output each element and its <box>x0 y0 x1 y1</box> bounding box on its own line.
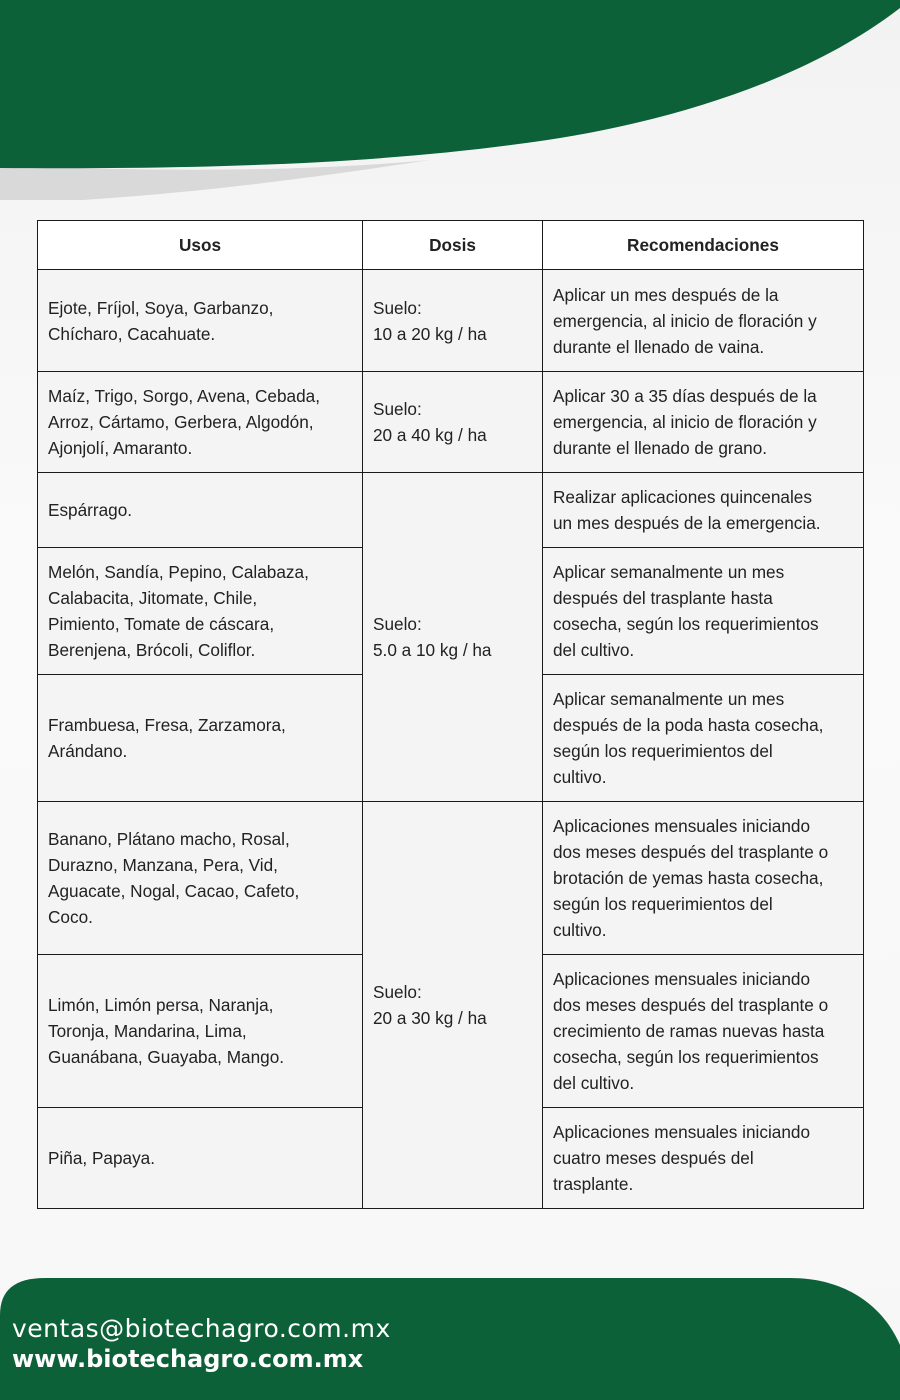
cell-line: durante el llenado de vaina. <box>553 336 765 357</box>
cell-line: Aplicar semanalmente un mes <box>553 562 785 582</box>
cell-line: Espárrago. <box>48 500 133 520</box>
cell-line: Durazno, Manzana, Pera, Vid, <box>48 855 278 875</box>
usos-cell <box>38 372 363 473</box>
recomendacion-cell <box>543 548 864 675</box>
usos-cell <box>38 270 363 372</box>
cell-line: dos meses después del trasplante o <box>553 842 829 862</box>
cell-line: del cultivo. <box>553 1073 635 1093</box>
cell-line: Aplicar 30 a 35 días después de la <box>553 386 817 406</box>
usos-cell <box>38 675 363 802</box>
cell-line: Suelo: <box>373 982 422 1002</box>
cell-line: Aplicar semanalmente un mes <box>553 689 785 709</box>
header-wave <box>0 0 900 200</box>
usos-cell <box>38 1108 363 1209</box>
cell-line: según los requerimientos del <box>553 894 773 914</box>
dosis-cell <box>363 473 543 802</box>
cell-line: Toronja, Mandarina, Lima, <box>48 1021 247 1041</box>
cell-line: Ejote, Fríjol, Soya, Garbanzo, <box>48 297 274 318</box>
table-row <box>38 270 864 372</box>
cell-line: Limón, Limón persa, Naranja, <box>48 995 274 1015</box>
cell-line: 10 a 20 kg / ha <box>373 323 487 344</box>
cell-line: Arroz, Cártamo, Gerbera, Algodón, <box>48 412 314 432</box>
cell-line: Suelo: <box>373 614 422 634</box>
cell-line: Banano, Plátano macho, Rosal, <box>48 829 290 849</box>
recomendacion-cell <box>543 372 864 473</box>
cell-line: Realizar aplicaciones quincenales <box>553 487 812 507</box>
cell-line: Aplicar un mes después de la <box>553 284 779 305</box>
cell-line: Calabacita, Jitomate, Chile, <box>48 588 258 608</box>
cell-line: Melón, Sandía, Pepino, Calabaza, <box>48 562 309 582</box>
table-row <box>38 372 864 473</box>
header-recomendaciones: Recomendaciones <box>543 221 864 270</box>
cell-line: Suelo: <box>373 297 422 318</box>
dosis-cell <box>363 802 543 1209</box>
cell-line: Piña, Papaya. <box>48 1148 156 1168</box>
cell-line: emergencia, al inicio de floración y <box>553 412 817 432</box>
table-row <box>38 802 864 955</box>
cell-line: del cultivo. <box>553 640 635 660</box>
cell-line: Chícharo, Cacahuate. <box>48 323 216 344</box>
cell-line: Frambuesa, Fresa, Zarzamora, <box>48 715 286 735</box>
usos-cell <box>38 473 363 548</box>
cell-line: 5.0 a 10 kg / ha <box>373 640 492 660</box>
dosage-table <box>37 220 864 1209</box>
usos-cell <box>38 548 363 675</box>
cell-line: cuatro meses después del <box>553 1148 754 1168</box>
cell-line: 20 a 30 kg / ha <box>373 1008 487 1028</box>
cell-line: Aguacate, Nogal, Cacao, Cafeto, <box>48 881 300 901</box>
cell-line: cultivo. <box>553 920 607 940</box>
cell-line: trasplante. <box>553 1174 634 1194</box>
cell-line: después de la poda hasta cosecha, <box>553 715 824 735</box>
cell-line: Aplicaciones mensuales iniciando <box>553 816 811 836</box>
cell-line: cosecha, según los requerimientos <box>553 614 819 634</box>
cell-line: Maíz, Trigo, Sorgo, Avena, Cebada, <box>48 386 320 406</box>
cell-line: dos meses después del trasplante o <box>553 995 829 1015</box>
table-row <box>38 473 864 548</box>
cell-line: emergencia, al inicio de floración y <box>553 310 817 331</box>
cell-line: Ajonjolí, Amaranto. <box>48 438 193 458</box>
cell-line: cultivo. <box>553 767 607 787</box>
recomendacion-cell <box>543 270 864 372</box>
cell-line: un mes después de la emergencia. <box>553 513 821 533</box>
recomendacion-cell <box>543 802 864 955</box>
cell-line: Pimiento, Tomate de cáscara, <box>48 614 275 634</box>
cell-line: Arándano. <box>48 741 128 761</box>
cell-line: Berenjena, Brócoli, Coliflor. <box>48 640 256 660</box>
dosis-cell <box>363 270 543 372</box>
recomendacion-cell <box>543 1108 864 1209</box>
cell-line: Guanábana, Guayaba, Mango. <box>48 1047 285 1067</box>
header-usos: Usos <box>38 221 363 270</box>
recomendacion-cell <box>543 955 864 1108</box>
cell-line: Aplicaciones mensuales iniciando <box>553 969 811 989</box>
cell-line: brotación de yemas hasta cosecha, <box>553 868 824 888</box>
cell-line: Suelo: <box>373 399 422 419</box>
cell-line: durante el llenado de grano. <box>553 438 768 458</box>
cell-line: Coco. <box>48 907 93 927</box>
website-link[interactable]: www.biotechagro.com.mx <box>12 1345 364 1373</box>
cell-line: Aplicaciones mensuales iniciando <box>553 1122 811 1142</box>
recomendacion-cell <box>543 675 864 802</box>
contact-email[interactable]: ventas@biotechagro.com.mx <box>12 1314 391 1343</box>
cell-line: según los requerimientos del <box>553 741 773 761</box>
table-header-row <box>38 221 864 270</box>
recomendacion-cell <box>543 473 864 548</box>
usos-cell <box>38 802 363 955</box>
header-dosis: Dosis <box>363 221 543 270</box>
usos-cell <box>38 955 363 1108</box>
dosis-cell <box>363 372 543 473</box>
cell-line: cosecha, según los requerimientos <box>553 1047 819 1067</box>
cell-line: 20 a 40 kg / ha <box>373 425 487 445</box>
cell-line: después del trasplante hasta <box>553 588 773 608</box>
cell-line: crecimiento de ramas nuevas hasta <box>553 1021 825 1041</box>
